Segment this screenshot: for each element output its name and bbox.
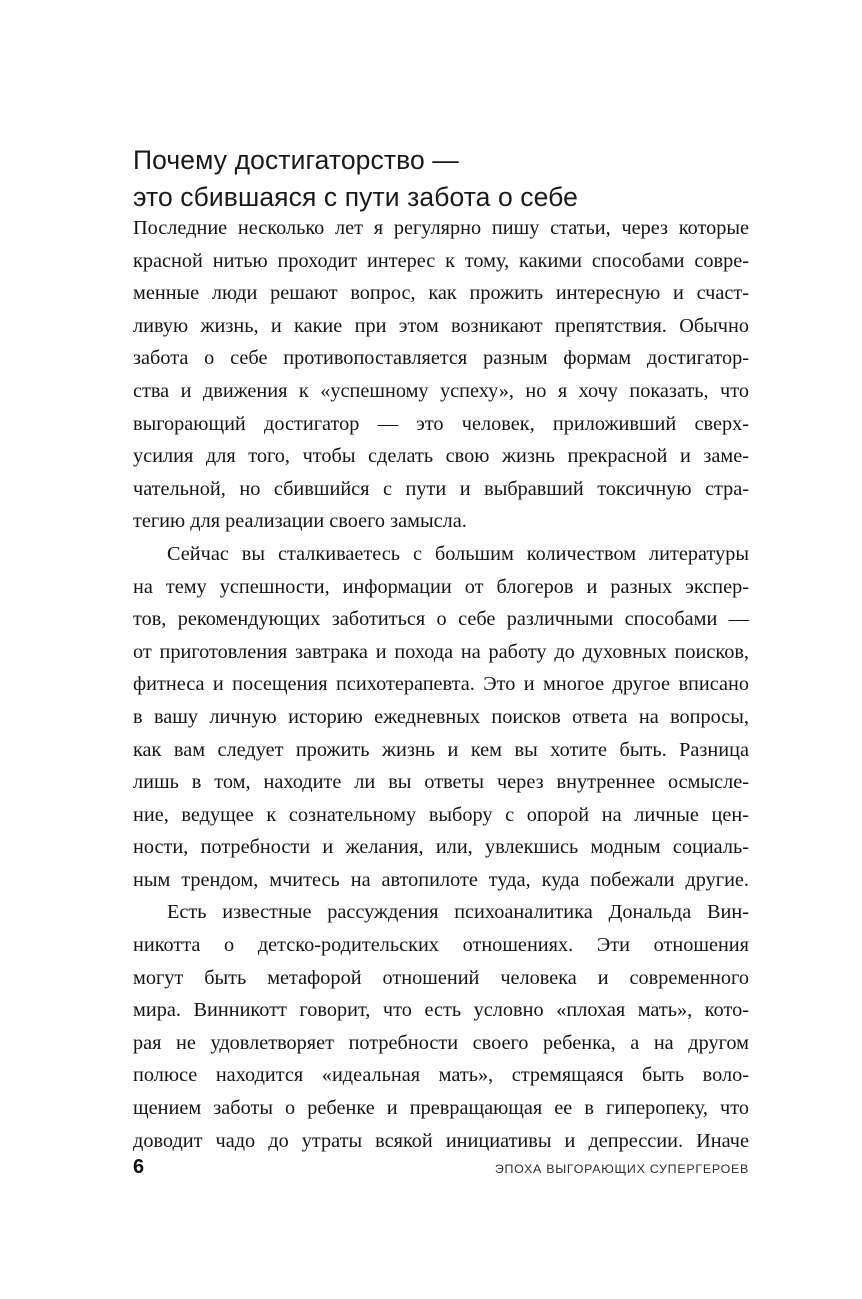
text-line: забота о себе противопоставляется разным формам достигатор- [133, 347, 749, 370]
text-line: выгорающий достигатор — это человек, приложивший сверх- [133, 412, 749, 435]
text-line: на тему успешности, информации от блогеров и разных экспер- [133, 575, 749, 598]
paragraph-1 [133, 212, 749, 538]
text-line: Есть известные рассуждения психоаналитика Дональда Вин- [167, 901, 749, 924]
text-line: мира. Винникотт говорит, что есть условно «плохая мать», кото- [133, 999, 749, 1022]
text-line: никотта о детско-родительских отношениях. Эти отношения [133, 934, 749, 957]
chapter-title-line-2: это сбившаяся с пути забота о себе [133, 181, 578, 212]
text-line: красной нитью проходит интерес к тому, какими способами совре- [133, 249, 749, 272]
paragraph-2 [133, 538, 749, 897]
text-line: от приготовления завтрака и похода на работу до духовных поисков, [133, 640, 749, 663]
text-line: ства и движения к «успешному успеху», но я хочу показать, что [133, 379, 749, 402]
page-number: 6 [133, 1156, 145, 1178]
page-footer [133, 1156, 749, 1182]
text-line: тегию для реализации своего замысла. [133, 510, 467, 533]
chapter-title-line-1: Почему достигаторство — [133, 144, 459, 175]
text-line: фитнеса и посещения психотерапевта. Это и многое другое вписано [133, 673, 749, 696]
chapter-title [133, 142, 753, 216]
text-line: Последние несколько лет я регулярно пишу статьи, через которые [133, 217, 749, 239]
paragraph-3 [133, 896, 749, 1157]
text-line: ности, потребности и желания, или, увлекшись модным социаль- [133, 836, 749, 859]
text-line: ние, ведущее к сознательному выбору с опорой на личные цен- [133, 803, 749, 826]
text-line: доводит чадо до утраты всякой инициативы и депрессии. Иначе [133, 1129, 749, 1152]
text-line: тов, рекомендующих заботиться о себе различными способами — [133, 608, 749, 631]
running-head: ЭПОХА ВЫГОРАЮЩИХ СУПЕРГЕРОЕВ [494, 1162, 749, 1176]
text-line: щением заботы о ребенке и превращающая ее в гиперопеку, что [133, 1097, 749, 1120]
text-line: в вашу личную историю ежедневных поисков ответа на вопросы, [133, 705, 749, 728]
text-line: чательной, но сбившийся с пути и выбравший токсичную стра- [133, 477, 749, 500]
text-line: лишь в том, находите ли вы ответы через внутреннее осмысле- [133, 771, 749, 794]
text-line: как вам следует прожить жизнь и кем вы хотите быть. Разница [133, 738, 749, 761]
text-line: менные люди решают вопрос, как прожить интересную и счаст- [133, 282, 749, 305]
text-line: усилия для того, чтобы сделать свою жизнь прекрасной и заме- [133, 445, 749, 468]
text-line: ливую жизнь, и какие при этом возникают препятствия. Обычно [133, 314, 749, 337]
text-line: рая не удовлетворяет потребности своего ребенка, а на другом [133, 1031, 749, 1054]
page-content [133, 0, 749, 1299]
text-line: ным трендом, мчитесь на автопилоте туда, куда побежали другие. [133, 868, 749, 891]
body-text [133, 212, 749, 1157]
text-line: могут быть метафорой отношений человека и современного [133, 966, 749, 989]
text-line: Сейчас вы сталкиваетесь с большим количеством литературы [167, 542, 749, 565]
text-line: полюсе находится «идеальная мать», стремящаяся быть воло- [133, 1064, 749, 1087]
